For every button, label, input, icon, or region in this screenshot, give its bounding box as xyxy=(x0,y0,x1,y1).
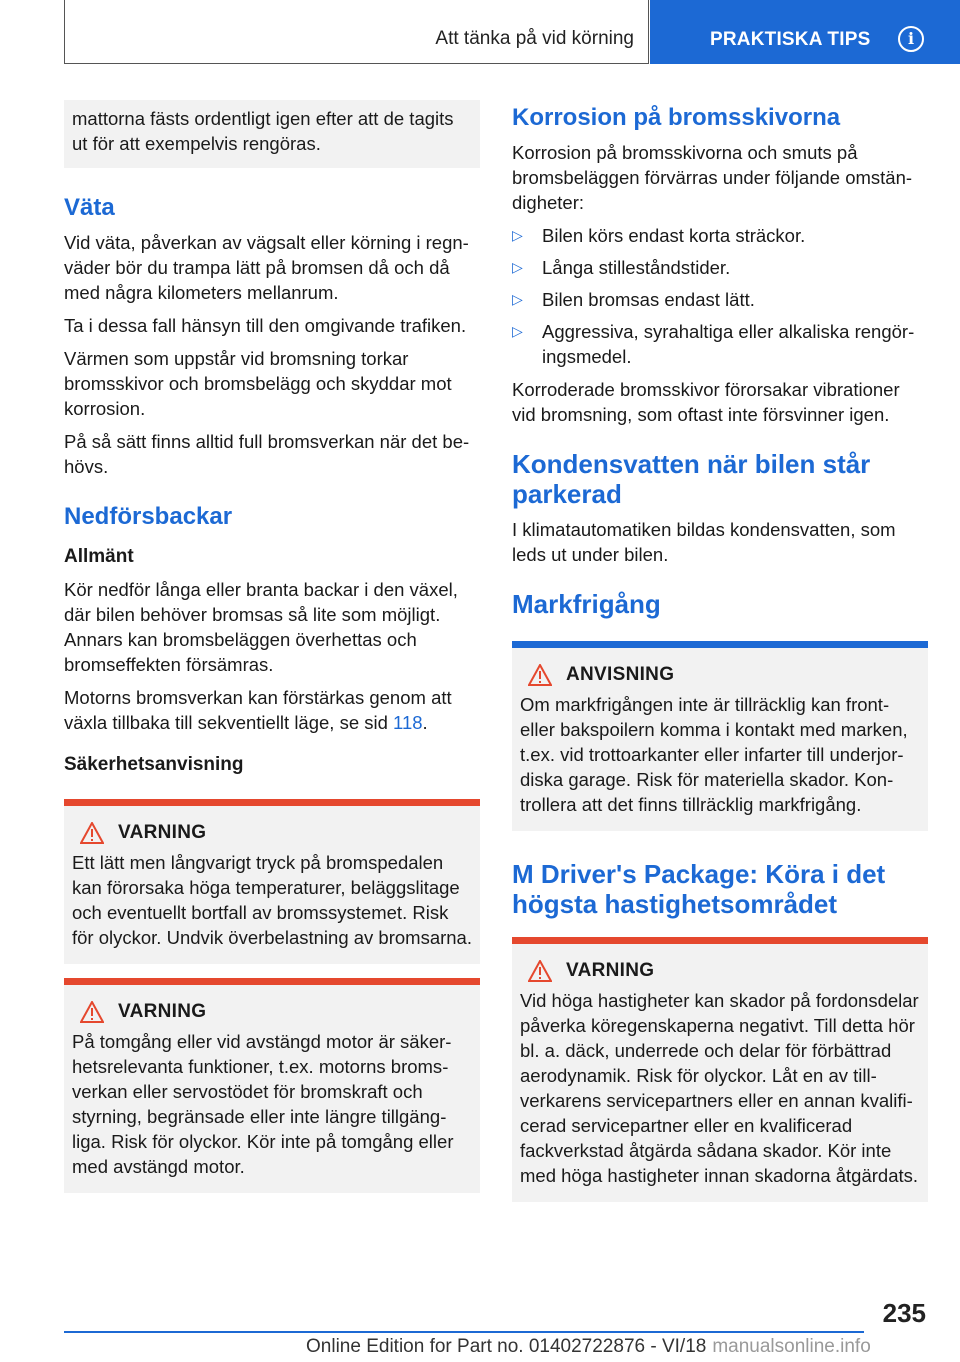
warning-2-title: VARNING xyxy=(118,1001,207,1022)
warning-box-1 xyxy=(64,799,480,964)
heading-nedforsbackar: Nedförsbackar xyxy=(64,503,233,530)
footer-edition-text: Online Edition for Part no. 01402722876 - VI/18 xyxy=(306,1336,707,1357)
vata-paragraph-3: Värmen som uppstår vid bromsning torkar bromsskivor och bromsbelägg och skyddar mot korrosion. xyxy=(64,348,452,419)
list-item-text: Långa stilleståndstider. xyxy=(542,257,731,278)
continued-text: mattorna fästs ordentligt igen efter att de tagits ut för att exempelvis rengöras. xyxy=(72,108,454,154)
page-link-118[interactable]: 118 xyxy=(393,712,423,733)
list-item xyxy=(512,255,928,280)
heading-m-drivers-package: M Driver's Package: Köra i det högsta hastighetsområdet xyxy=(512,859,886,919)
korr-paragraph-2: Korroderade bromsskivor förorsakar vibrationer vid bromsning, som oftast inte försvinner igen. xyxy=(512,379,900,425)
bullet-triangle-icon: ▷ xyxy=(512,227,523,243)
vata-paragraph-1: Vid väta, påverkan av vägsalt eller körning i regnväder bör du trampa lätt på bromsen då och då med några kilometers mellanrum. xyxy=(64,232,469,303)
ned-paragraph-1: Kör nedför långa eller branta backar i den växel, där bilen behöver bromsas så lite som möjligt. Annars kan bromsbeläggen överhettas och bromseffekten försämras. xyxy=(64,579,458,675)
list-item-text: Aggressiva, syrahaltiga eller alkaliska rengöringsmedel. xyxy=(542,321,915,367)
notice-text: Om markfrigången inte är tillräcklig kan front- eller bakspoilern komma i kontakt med marken, t.ex. vid trottoarkanter eller infarter till underjordiska garage. Risk för materiella skador. Kontrollera att det finns tillräcklig markfrigång. xyxy=(520,694,908,815)
warning-1-header xyxy=(72,822,472,844)
left-column xyxy=(64,100,480,1207)
heading-markfrigang: Markfrigång xyxy=(512,589,661,619)
bullet-triangle-icon: ▷ xyxy=(512,291,523,307)
warning-1-title: VARNING xyxy=(118,822,207,843)
heading-vata: Väta xyxy=(64,194,115,221)
list-item-text: Bilen bromsas endast lätt. xyxy=(542,289,755,310)
notice-box xyxy=(512,641,928,831)
heading-sakerhetsanvisning: Säkerhetsanvisning xyxy=(64,754,244,775)
warning-box-3 xyxy=(512,937,928,1202)
footer-divider xyxy=(64,1331,864,1333)
warning-box-2 xyxy=(64,978,480,1193)
vata-paragraph-4: På så sätt finns alltid full bromsverkan när det behövs. xyxy=(64,431,470,477)
warning-1-text: Ett lätt men långvarigt tryck på bromspedalen kan förorsaka höga temperaturer, beläggslitage och eventuellt bortfall av bromssystemet. Risk för olyckor. Undvik överbelastning av bromsarna. xyxy=(72,852,472,948)
warning-triangle-icon xyxy=(80,1001,104,1023)
continued-box xyxy=(64,100,480,168)
heading-allmant: Allmänt xyxy=(64,546,134,567)
ned-paragraph-2-end: . xyxy=(422,712,428,733)
heading-kondensvatten: Kondensvatten när bilen står parkerad xyxy=(512,449,871,509)
notice-title: ANVISNING xyxy=(566,664,675,685)
warning-triangle-icon xyxy=(528,960,552,982)
warning-3-header xyxy=(520,960,920,982)
vata-paragraph-2: Ta i dessa fall hänsyn till den omgivande trafiken. xyxy=(64,315,467,336)
header-section-title: Att tänka på vid körning xyxy=(435,28,634,49)
page-number: 235 xyxy=(882,1298,926,1328)
header-chapter-tab[interactable] xyxy=(650,0,960,64)
bullet-triangle-icon: ▷ xyxy=(512,259,523,275)
right-column xyxy=(512,100,928,1216)
warning-2-text: På tomgång eller vid avstängd motor är säkerhetsrelevanta funktioner, t.ex. motorns bromsverkan eller servostödet för bromskraft och styrning, begränsade eller inte längre tillgängliga. Risk för olyckor. Kör inte på tomgång eller med avstängd motor. xyxy=(72,1031,454,1177)
kond-paragraph-1: I klimatautomatiken bildas kondensvatten, som leds ut under bilen. xyxy=(512,519,896,565)
header-chapter-title: PRAKTISKA TIPS xyxy=(710,29,871,50)
footer-watermark: manualsonline.info xyxy=(712,1336,871,1357)
korr-paragraph-1: Korrosion på bromsskivorna och smuts på bromsbeläggen förvärras under följande omständigheter: xyxy=(512,142,913,213)
warning-triangle-icon xyxy=(528,664,552,686)
info-icon: i xyxy=(898,26,924,52)
list-item xyxy=(512,223,928,248)
ned-paragraph-2 xyxy=(64,685,480,735)
warning-3-text: Vid höga hastigheter kan skador på fordonsdelar påverka köregenskaperna negativt. Till detta hör bl. a. däck, underrede och delar för förbättrad aerodynamik. Risk för olyckor. Låt en av tillverkarens servicepartners eller en annan kvalificerad servicepartner eller en kvalificerad fackverkstad åtgärda sådana skador. Kör inte med höga hastigheter innan skadorna åtgärdats. xyxy=(520,990,919,1186)
footer-edition xyxy=(306,1336,871,1358)
list-item-text: Bilen körs endast korta sträckor. xyxy=(542,225,806,246)
bullet-triangle-icon: ▷ xyxy=(512,323,523,339)
warning-2-header xyxy=(72,1001,472,1023)
heading-korrosion: Korrosion på bromsskivorna xyxy=(512,104,841,131)
warning-3-title: VARNING xyxy=(566,960,655,981)
list-item xyxy=(512,287,928,312)
notice-header xyxy=(520,664,920,686)
ned-paragraph-2-text: Motorns bromsverkan kan förstärkas genom att växla tillbaka till sekventiellt läge, se sid xyxy=(64,687,452,733)
korr-list xyxy=(512,223,928,369)
header-section-box xyxy=(64,0,649,64)
list-item xyxy=(512,319,928,369)
warning-triangle-icon xyxy=(80,822,104,844)
